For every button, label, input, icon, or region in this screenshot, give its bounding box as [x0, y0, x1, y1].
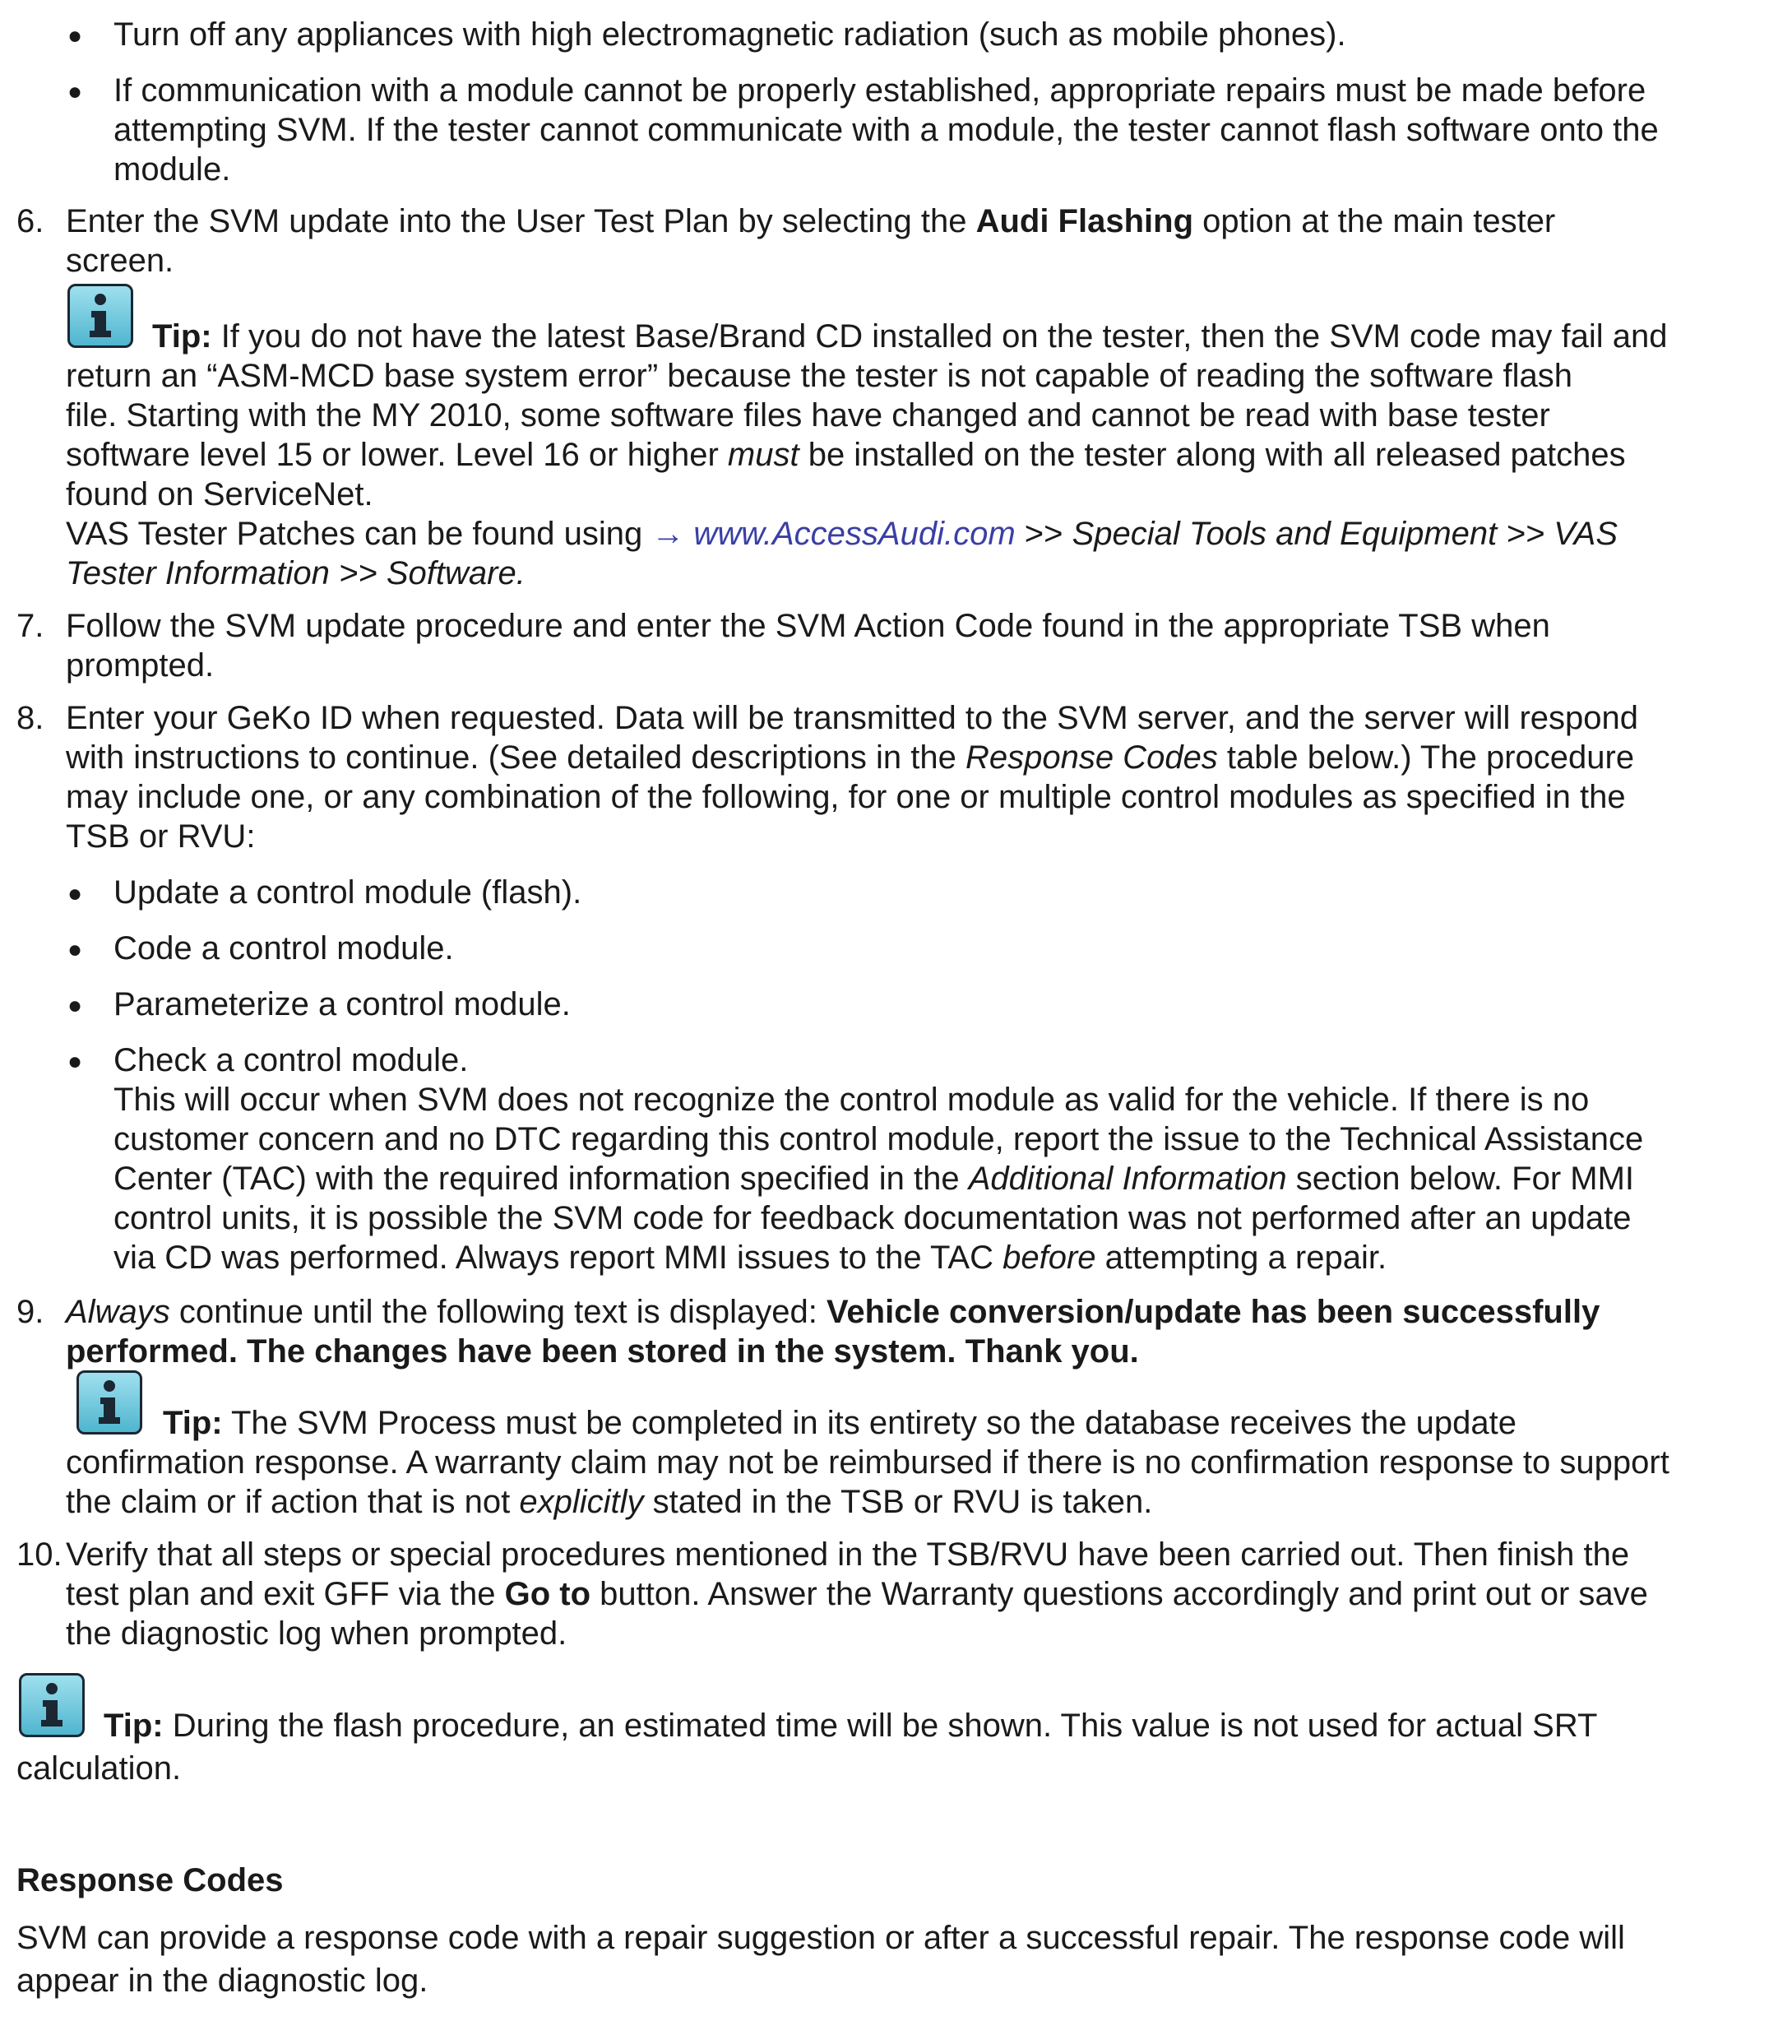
info-icon: [76, 1370, 142, 1435]
paragraph: SVM can provide a response code with a repair suggestion or after a successful repair. The response code will: [16, 1920, 1625, 1956]
section-heading: Response Codes: [16, 1862, 284, 1898]
info-icon: [19, 1673, 85, 1737]
accessaudi-link[interactable]: → www.AccessAudi.com: [651, 516, 1016, 552]
info-icon: [67, 284, 133, 348]
